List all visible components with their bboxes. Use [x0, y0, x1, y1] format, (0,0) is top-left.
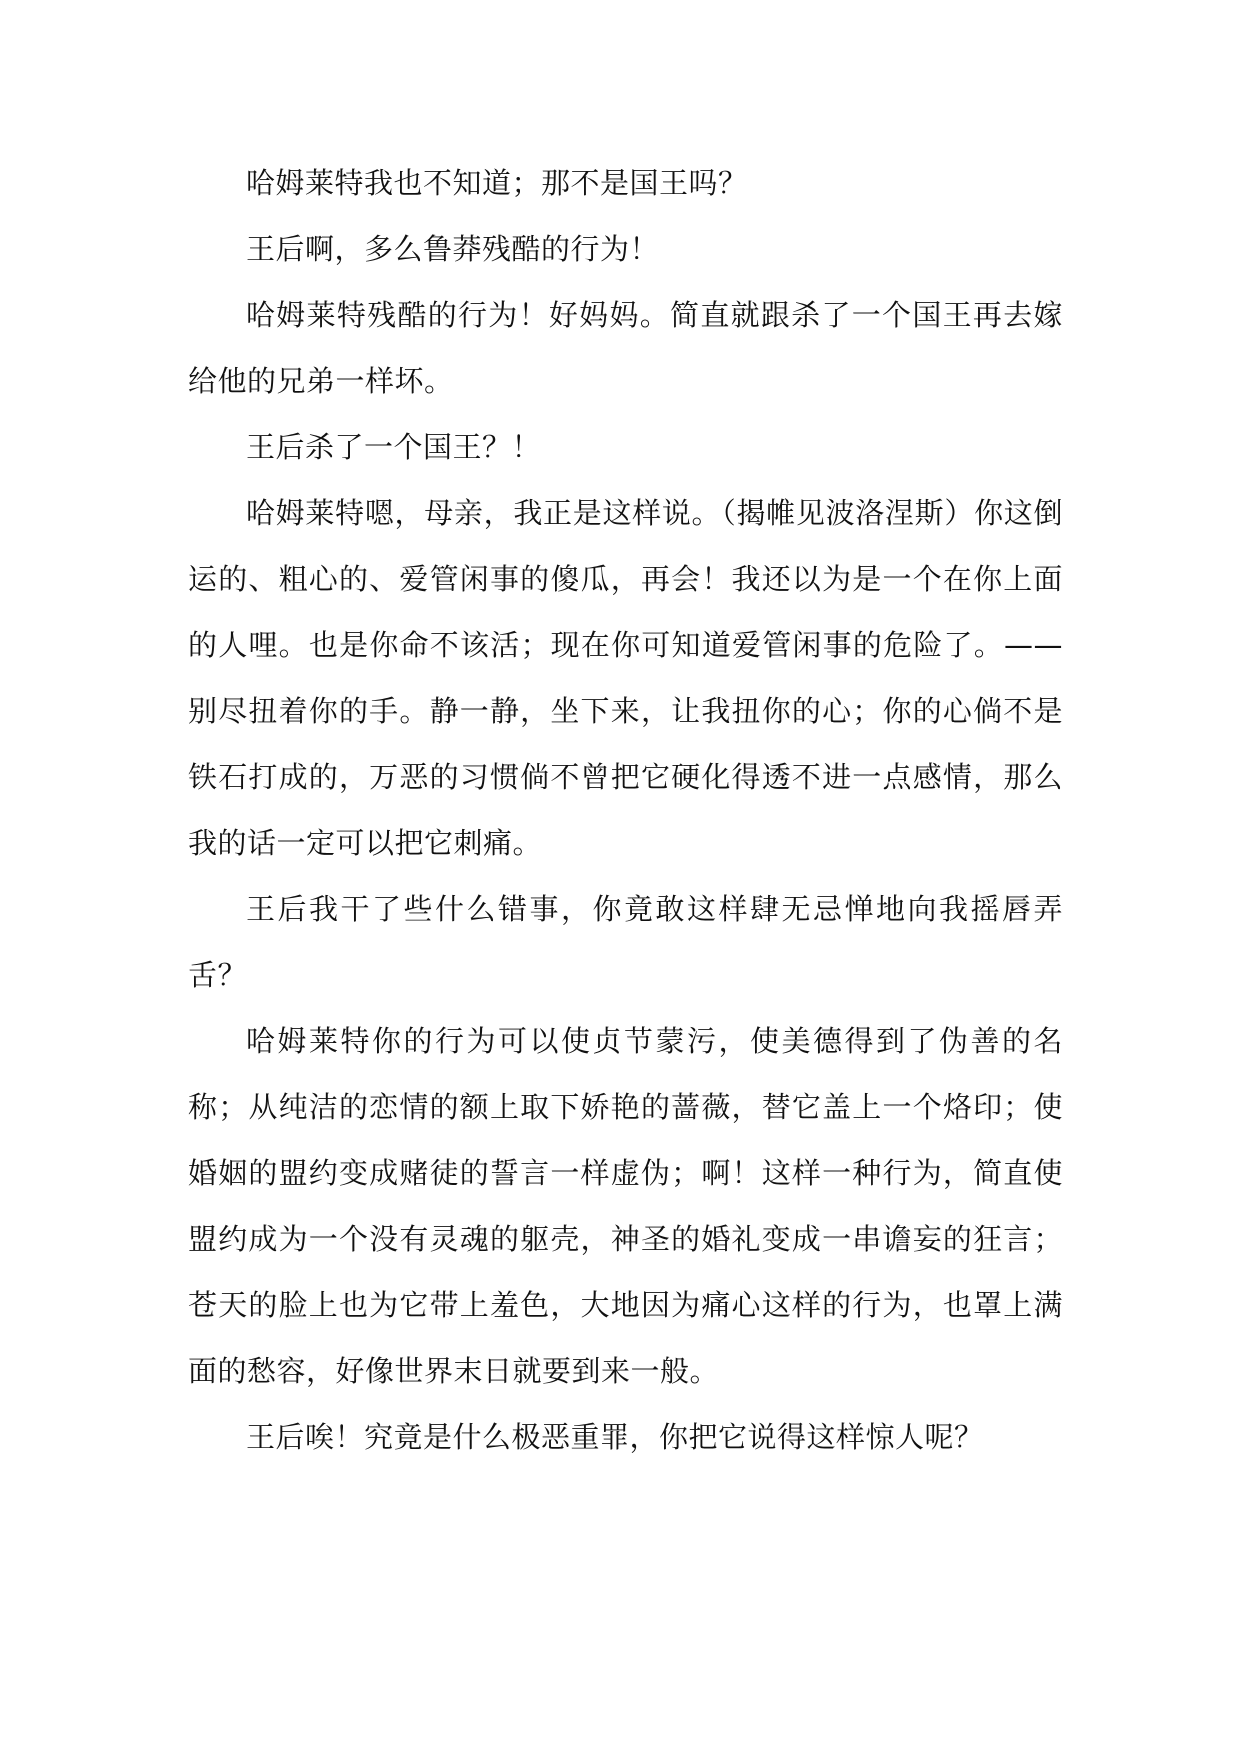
dialogue-paragraph: 王后我干了些什么错事，你竟敢这样肆无忌惮地向我摇唇弄舌？	[188, 892, 1063, 992]
dialogue-paragraph: 哈姆莱特你的行为可以使贞节蒙污，使美德得到了伪善的名称；从纯洁的恋情的额上取下娇艳的蔷薇，替它盖上一个烙印；使婚姻的盟约变成赌徒的誓言一样虚伪；啊！这样一种行为，简直使盟约成为一个没有灵魂的躯壳，神圣的婚礼变成一串谵妄的狂言；苍天的脸上也为它带上羞色，大地因为痛心这样的行为，也罩上满面的愁容，好像世界末日就要到来一般。	[188, 1024, 1063, 1388]
dialogue-paragraph: 哈姆莱特我也不知道；那不是国王吗？	[246, 166, 748, 200]
dialogue-paragraph: 王后杀了一个国王？！	[246, 430, 542, 464]
dialogue-text-block	[188, 150, 1063, 1470]
dialogue-paragraph: 哈姆莱特残酷的行为！好妈妈。简直就跟杀了一个国王再去嫁给他的兄弟一样坏。	[188, 298, 1063, 398]
dialogue-paragraph: 王后唉！究竟是什么极恶重罪，你把它说得这样惊人呢？	[246, 1420, 984, 1454]
dialogue-paragraph: 哈姆莱特嗯，母亲，我正是这样说。（揭帷见波洛涅斯）你这倒运的、粗心的、爱管闲事的傻瓜，再会！我还以为是一个在你上面的人哩。也是你命不该活；现在你可知道爱管闲事的危险了。——别尽扭着你的手。静一静，坐下来，让我扭你的心；你的心倘不是铁石打成的，万恶的习惯倘不曾把它硬化得透不进一点感情，那么我的话一定可以把它刺痛。	[188, 496, 1063, 860]
dialogue-paragraph: 王后啊，多么鲁莽残酷的行为！	[246, 232, 660, 266]
